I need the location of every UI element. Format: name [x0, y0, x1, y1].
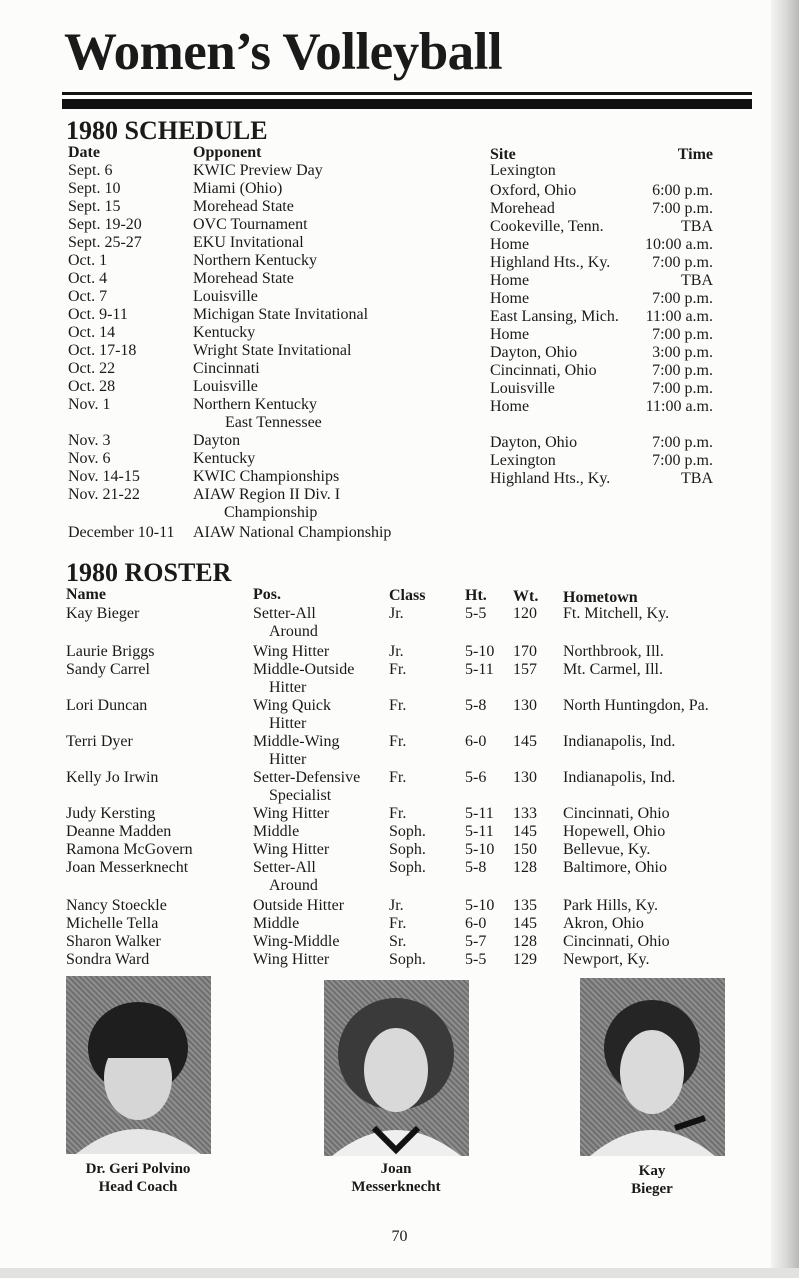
kay-caption-last: Bieger — [631, 1181, 673, 1197]
roster-cell-wt: 130 — [513, 697, 537, 714]
schedule-cell-site: Home — [490, 398, 530, 415]
roster-cell-class: Fr. — [389, 697, 407, 714]
roster-cell-hometown: Cincinnati, Ohio — [563, 933, 670, 950]
schedule-cell-opponent: Miami (Ohio) — [193, 180, 283, 197]
schedule-cell-date: Nov. 1 — [68, 396, 111, 413]
roster-cell-hometown: Akron, Ohio — [563, 915, 644, 932]
schedule-cell-opponent: KWIC Preview Day — [193, 162, 323, 179]
schedule-cell-site: Dayton, Ohio — [490, 344, 578, 361]
roster-cell-ht: 5-8 — [465, 697, 487, 714]
roster-cell-wt: 145 — [513, 733, 537, 750]
schedule-cell-time: 10:00 a.m. — [645, 236, 713, 253]
roster-cell-name: Sandy Carrel — [66, 661, 150, 678]
joan-caption — [306, 1160, 486, 1196]
schedule-cell-opponent: East Tennessee — [225, 414, 322, 431]
roster-cell-class: Fr. — [389, 805, 407, 822]
roster-cell-name: Terri Dyer — [66, 733, 133, 750]
coach-photo — [66, 976, 211, 1154]
roster-cell-pos: Middle-Wing — [253, 733, 340, 750]
schedule-cell-opponent: Morehead State — [193, 270, 294, 287]
roster-cell-class: Jr. — [389, 643, 404, 660]
schedule-cell-site: Lexington — [490, 452, 556, 469]
roster-cell-pos: Hitter — [269, 679, 307, 696]
roster-cell-name: Lori Duncan — [66, 697, 148, 714]
schedule-cell-time: TBA — [681, 470, 713, 487]
schedule-cell-date: Oct. 14 — [68, 324, 116, 341]
schedule-cell-time: 7:00 p.m. — [652, 434, 713, 451]
roster-cell-class: Soph. — [389, 859, 426, 876]
schedule-cell-time: 7:00 p.m. — [652, 290, 713, 307]
roster-header-pos: Pos. — [253, 586, 281, 603]
schedule-cell-opponent: AIAW National Championship — [193, 524, 392, 541]
schedule-cell-time: 6:00 p.m. — [652, 182, 713, 199]
roster-cell-name: Ramona McGovern — [66, 841, 193, 858]
schedule-cell-site: Cookeville, Tenn. — [490, 218, 604, 235]
schedule-cell-opponent: Dayton — [193, 432, 241, 449]
roster-cell-class: Sr. — [389, 933, 407, 950]
roster-cell-hometown: Northbrook, Ill. — [563, 643, 664, 660]
roster-cell-hometown: North Huntingdon, Pa. — [563, 697, 709, 714]
roster-cell-ht: 5-7 — [465, 933, 487, 950]
joan-caption-first: Joan — [380, 1161, 412, 1177]
schedule-cell-time: TBA — [681, 272, 713, 289]
roster-cell-class: Fr. — [389, 733, 407, 750]
roster-header-name: Name — [66, 586, 106, 603]
schedule-cell-date: Oct. 28 — [68, 378, 116, 395]
joan-portrait-icon — [324, 980, 469, 1156]
roster-cell-class: Fr. — [389, 915, 407, 932]
coach-caption-name: Dr. Geri Polvino — [85, 1161, 191, 1177]
schedule-cell-date: Nov. 6 — [68, 450, 111, 467]
roster-cell-ht: 5-6 — [465, 769, 487, 786]
schedule-cell-site: Home — [490, 290, 530, 307]
roster-cell-ht: 5-10 — [465, 643, 495, 660]
schedule-header-date: Date — [68, 144, 100, 161]
roster-cell-hometown: Newport, Ky. — [563, 951, 650, 968]
schedule-cell-time: TBA — [681, 218, 713, 235]
schedule-cell-opponent: Northern Kentucky — [193, 396, 317, 413]
roster-cell-pos: Outside Hitter — [253, 897, 345, 914]
schedule-cell-time: 11:00 a.m. — [645, 308, 713, 325]
kay-caption-first: Kay — [638, 1163, 666, 1179]
schedule-cell-site: Oxford, Ohio — [490, 182, 577, 199]
coach-portrait-icon — [66, 976, 211, 1154]
page-binding-shadow — [771, 0, 799, 1278]
roster-cell-hometown: Indianapolis, Ind. — [563, 769, 676, 786]
schedule-cell-time: 11:00 a.m. — [645, 398, 713, 415]
roster-cell-name: Judy Kersting — [66, 805, 156, 822]
roster-cell-hometown: Hopewell, Ohio — [563, 823, 666, 840]
schedule-cell-opponent: Louisville — [193, 288, 258, 305]
schedule-cell-opponent: Northern Kentucky — [193, 252, 317, 269]
schedule-cell-site: Highland Hts., Ky. — [490, 254, 611, 271]
coach-caption-role: Head Coach — [98, 1179, 178, 1195]
roster-cell-ht: 5-5 — [465, 605, 487, 622]
schedule-cell-date: December 10-11 — [68, 524, 175, 541]
schedule-cell-time: 7:00 p.m. — [652, 380, 713, 397]
schedule-cell-opponent: Louisville — [193, 378, 258, 395]
schedule-cell-opponent: Wright State Invitational — [193, 342, 352, 359]
schedule-cell-date: Nov. 3 — [68, 432, 111, 449]
roster-cell-pos: Wing Hitter — [253, 951, 330, 968]
schedule-cell-date: Oct. 4 — [68, 270, 108, 287]
roster-cell-pos: Hitter — [269, 751, 307, 768]
schedule-cell-date: Oct. 17-18 — [68, 342, 137, 359]
roster-cell-pos: Setter-Defensive — [253, 769, 361, 786]
roster-cell-hometown: Cincinnati, Ohio — [563, 805, 670, 822]
schedule-cell-site: Highland Hts., Ky. — [490, 470, 611, 487]
schedule-cell-opponent: Kentucky — [193, 324, 256, 341]
roster-cell-ht: 6-0 — [465, 733, 487, 750]
kay-bieger-photo — [580, 978, 725, 1156]
schedule-cell-site: Cincinnati, Ohio — [490, 362, 597, 379]
page-number: 70 — [391, 1228, 408, 1245]
roster-cell-hometown: Indianapolis, Ind. — [563, 733, 676, 750]
schedule-cell-opponent: Kentucky — [193, 450, 256, 467]
roster-cell-hometown: Park Hills, Ky. — [563, 897, 658, 914]
schedule-cell-date: Sept. 10 — [68, 180, 121, 197]
schedule-heading: 1980 SCHEDULE — [66, 116, 268, 145]
roster-cell-wt: 170 — [513, 643, 537, 660]
roster-header-hometown: Hometown — [563, 589, 638, 606]
schedule-cell-opponent: Morehead State — [193, 198, 294, 215]
roster-cell-class: Jr. — [389, 605, 404, 622]
roster-cell-pos: Specialist — [269, 787, 332, 804]
schedule-cell-site: Morehead — [490, 200, 555, 217]
joan-caption-last: Messerknecht — [351, 1179, 441, 1195]
roster-cell-name: Nancy Stoeckle — [66, 897, 167, 914]
roster-cell-class: Fr. — [389, 769, 407, 786]
roster-cell-pos: Middle — [253, 915, 300, 932]
roster-cell-pos: Around — [269, 623, 318, 640]
roster-cell-ht: 5-11 — [465, 661, 494, 678]
kay-caption — [562, 1162, 742, 1198]
roster-cell-class: Soph. — [389, 823, 426, 840]
roster-cell-pos: Middle-Outside — [253, 661, 355, 678]
roster-cell-wt: 128 — [513, 859, 537, 876]
roster-cell-pos: Middle — [253, 823, 300, 840]
schedule-cell-date: Sept. 19-20 — [68, 216, 142, 233]
roster-cell-wt: 145 — [513, 823, 537, 840]
roster-cell-hometown: Bellevue, Ky. — [563, 841, 651, 858]
schedule-header-time: Time — [677, 146, 713, 163]
roster-cell-wt: 135 — [513, 897, 537, 914]
schedule-cell-time: 7:00 p.m. — [652, 362, 713, 379]
roster-cell-pos: Hitter — [269, 715, 307, 732]
roster-cell-name: Joan Messerknecht — [66, 859, 189, 876]
roster-cell-ht: 5-10 — [465, 841, 495, 858]
roster-cell-hometown: Mt. Carmel, Ill. — [563, 661, 663, 678]
schedule-cell-opponent: EKU Invitational — [193, 234, 304, 251]
kay-portrait-icon — [580, 978, 725, 1156]
roster-cell-pos: Around — [269, 877, 318, 894]
schedule-cell-date: Oct. 9-11 — [68, 306, 128, 323]
schedule-cell-date: Nov. 21-22 — [68, 486, 140, 503]
roster-cell-class: Fr. — [389, 661, 407, 678]
roster-cell-pos: Setter-All — [253, 859, 316, 876]
joan-messerknecht-photo — [324, 980, 469, 1156]
roster-cell-wt: 145 — [513, 915, 537, 932]
roster-cell-ht: 5-11 — [465, 823, 494, 840]
schedule-cell-site: Home — [490, 236, 530, 253]
roster-cell-name: Kay Bieger — [66, 605, 140, 622]
schedule-cell-date: Oct. 1 — [68, 252, 108, 269]
roster-header-wt: Wt. — [513, 588, 539, 605]
schedule-cell-site: Lexington — [490, 162, 556, 179]
schedule-cell-date: Oct. 7 — [68, 288, 108, 305]
schedule-cell-opponent: Championship — [224, 504, 318, 521]
schedule-cell-site: East Lansing, Mich. — [490, 308, 619, 325]
roster-cell-wt: 129 — [513, 951, 537, 968]
roster-cell-pos: Wing Hitter — [253, 841, 330, 858]
schedule-cell-opponent: OVC Tournament — [193, 216, 308, 233]
schedule-cell-date: Sept. 25-27 — [68, 234, 142, 251]
schedule-cell-opponent: KWIC Championships — [193, 468, 340, 485]
roster-cell-wt: 120 — [513, 605, 537, 622]
roster-cell-wt: 150 — [513, 841, 537, 858]
roster-cell-wt: 133 — [513, 805, 537, 822]
roster-cell-ht: 5-11 — [465, 805, 494, 822]
schedule-cell-opponent: Michigan State Invitational — [193, 306, 369, 323]
coach-caption — [48, 1160, 228, 1196]
page-bottom-edge — [0, 1268, 799, 1278]
schedule-cell-time: 7:00 p.m. — [652, 452, 713, 469]
schedule-cell-date: Sept. 15 — [68, 198, 121, 215]
roster-cell-pos: Wing Hitter — [253, 643, 330, 660]
roster-cell-ht: 5-5 — [465, 951, 487, 968]
schedule-cell-site: Home — [490, 326, 530, 343]
roster-header-class: Class — [389, 587, 426, 604]
schedule-cell-opponent: Cincinnati — [193, 360, 260, 377]
roster-cell-name: Laurie Briggs — [66, 643, 155, 660]
roster-cell-class: Soph. — [389, 841, 426, 858]
schedule-cell-date: Nov. 14-15 — [68, 468, 140, 485]
page-title: Women’s Volleyball — [64, 23, 503, 81]
roster-cell-ht: 5-10 — [465, 897, 495, 914]
schedule-cell-opponent: AIAW Region II Div. I — [193, 486, 341, 503]
roster-cell-class: Jr. — [389, 897, 404, 914]
roster-cell-pos: Wing-Middle — [253, 933, 340, 950]
roster-cell-name: Deanne Madden — [66, 823, 172, 840]
schedule-cell-time: 7:00 p.m. — [652, 326, 713, 343]
roster-cell-name: Michelle Tella — [66, 915, 159, 932]
roster-cell-pos: Wing Hitter — [253, 805, 330, 822]
roster-cell-hometown: Baltimore, Ohio — [563, 859, 667, 876]
roster-cell-ht: 6-0 — [465, 915, 487, 932]
schedule-cell-time: 3:00 p.m. — [652, 344, 713, 361]
roster-cell-wt: 128 — [513, 933, 537, 950]
schedule-cell-site: Dayton, Ohio — [490, 434, 578, 451]
roster-cell-wt: 130 — [513, 769, 537, 786]
title-rule-thick — [62, 99, 752, 109]
roster-cell-pos: Wing Quick — [253, 697, 332, 714]
roster-heading: 1980 ROSTER — [66, 558, 232, 587]
roster-cell-ht: 5-8 — [465, 859, 487, 876]
schedule-cell-time: 7:00 p.m. — [652, 254, 713, 271]
schedule-cell-site: Home — [490, 272, 530, 289]
roster-cell-name: Sharon Walker — [66, 933, 161, 950]
roster-cell-pos: Setter-All — [253, 605, 316, 622]
schedule-cell-date: Sept. 6 — [68, 162, 113, 179]
roster-cell-hometown: Ft. Mitchell, Ky. — [563, 605, 670, 622]
schedule-cell-site: Louisville — [490, 380, 555, 397]
title-rule-thin — [62, 92, 752, 95]
roster-header-ht: Ht. — [465, 587, 487, 604]
roster-cell-name: Kelly Jo Irwin — [66, 769, 159, 786]
roster-cell-wt: 157 — [513, 661, 537, 678]
roster-cell-name: Sondra Ward — [66, 951, 150, 968]
schedule-header-site: Site — [490, 146, 516, 163]
schedule-cell-time: 7:00 p.m. — [652, 200, 713, 217]
schedule-header-opponent: Opponent — [193, 144, 262, 161]
roster-cell-class: Soph. — [389, 951, 426, 968]
schedule-cell-date: Oct. 22 — [68, 360, 116, 377]
